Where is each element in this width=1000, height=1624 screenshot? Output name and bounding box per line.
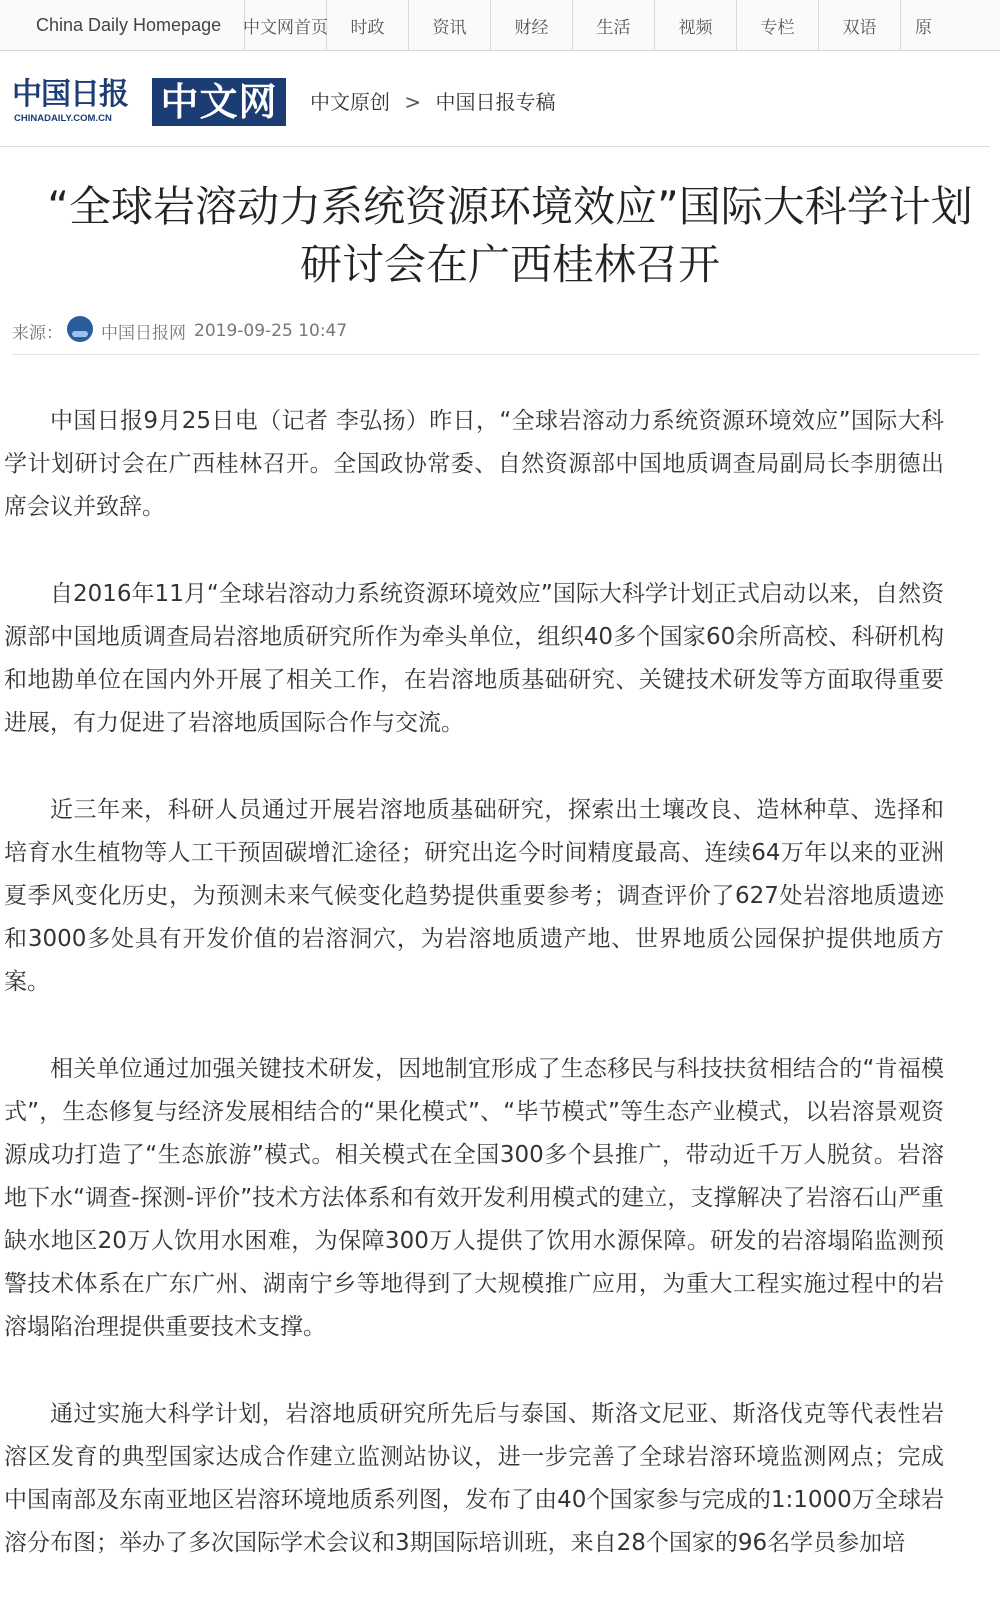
article-title: “全球岩溶动力系统资源环境效应”国际大科学计划研讨会在广西桂林召开 [47,182,973,289]
nav-item-politics[interactable]: 时政 [327,0,409,50]
nav-item-columns[interactable]: 专栏 [737,0,819,50]
nav-item-news[interactable]: 资讯 [409,0,491,50]
article-body [4,400,944,1609]
breadcrumb-separator: > [404,90,422,114]
site-header [0,50,990,147]
article-paragraph: 中国日报9月25日电（记者 李弘扬）昨日，“全球岩溶动力系统资源环境效应”国际大科学计划研讨会在广西桂林召开。全国政协常委、自然资源部中国地质调查局副局长李朋德出席会议并致辞。 [4,408,944,520]
publish-datetime: 2019-09-25 10:47 [194,321,348,341]
article-meta [12,318,980,355]
china-daily-logo[interactable] [12,78,286,128]
china-daily-source-icon [67,316,93,342]
article-paragraph: 自2016年11月“全球岩溶动力系统资源环境效应”国际大科学计划正式启动以来，自然资源部中国地质调查局岩溶地质研究所作为牵头单位，组织40多个国家60余所高校、科研机构和地勘单位在国内外开展了相关工作，在岩溶地质基础研究、关键技术研发等方面取得重要进展，有力促进了岩溶地质国际合作与交流。 [4,581,944,736]
nav-item-bilingual[interactable]: 双语 [819,0,901,50]
nav-item-video[interactable]: 视频 [655,0,737,50]
breadcrumb-item-special[interactable]: 中国日报专稿 [435,90,556,114]
breadcrumb-item-original[interactable]: 中文原创 [310,90,390,114]
logo-english-text: CHINADAILY.COM.CN [14,113,112,124]
logo-chinese-site-box: 中文网 [152,78,286,126]
nav-item-original[interactable]: 原 [915,17,932,38]
nav-item-chinese-home[interactable]: 中文网首页 [245,0,327,50]
source-name: 中国日报网 [101,323,186,344]
nav-item-finance[interactable]: 财经 [491,0,573,50]
top-nav [0,0,1000,51]
logo-wordmark [12,78,142,128]
nav-item-life[interactable]: 生活 [573,0,655,50]
breadcrumb [310,86,555,115]
source-label: 来源： [12,323,63,344]
article-paragraph: 通过实施大科学计划，岩溶地质研究所先后与泰国、斯洛文尼亚、斯洛伐克等代表性岩溶区发育的典型国家达成合作建立监测站协议，进一步完善了全球岩溶环境监测网点；完成中国南部及东南亚地区岩溶环境地质系列图，发布了由40个国家参与完成的1:1000万全球岩溶分布图；举办了多次国际学术会议和3期国际培训班，来自28个国家的96名学员参加培 [4,1401,944,1556]
nav-item-china-daily-homepage[interactable]: China Daily Homepage [0,0,245,50]
logo-chinese-text: 中国日报 [12,77,128,112]
article-paragraph: 相关单位通过加强关键技术研发，因地制宜形成了生态移民与科技扶贫相结合的“肯福模式”，生态修复与经济发展相结合的“果化模式”、“毕节模式”等生态产业模式，以岩溶景观资源成功打造了“生态旅游”模式。相关模式在全国300多个县推广，带动近千万人脱贫。岩溶地下水“调查-探测-评价”技术方法体系和有效开发利用模式的建立，支撑解决了岩溶石山严重缺水地区20万人饮用水困难，为保障300万人提供了饮用水源保障。研发的岩溶塌陷监测预警技术体系在广东广州、湖南宁乡等地得到了大规模推广应用，为重大工程实施过程中的岩溶塌陷治理提供重要技术支撑。 [4,1056,944,1340]
article-paragraph: 近三年来，科研人员通过开展岩溶地质基础研究，探索出土壤改良、造林种草、选择和培育水生植物等人工干预固碳增汇途径；研究出迄今时间精度最高、连续64万年以来的亚洲夏季风变化历史，为预测未来气候变化趋势提供重要参考；调查评价了627处岩溶地质遗迹和3000多处具有开发价值的岩溶洞穴，为岩溶地质遗产地、世界地质公园保护提供地质方案。 [4,797,944,995]
